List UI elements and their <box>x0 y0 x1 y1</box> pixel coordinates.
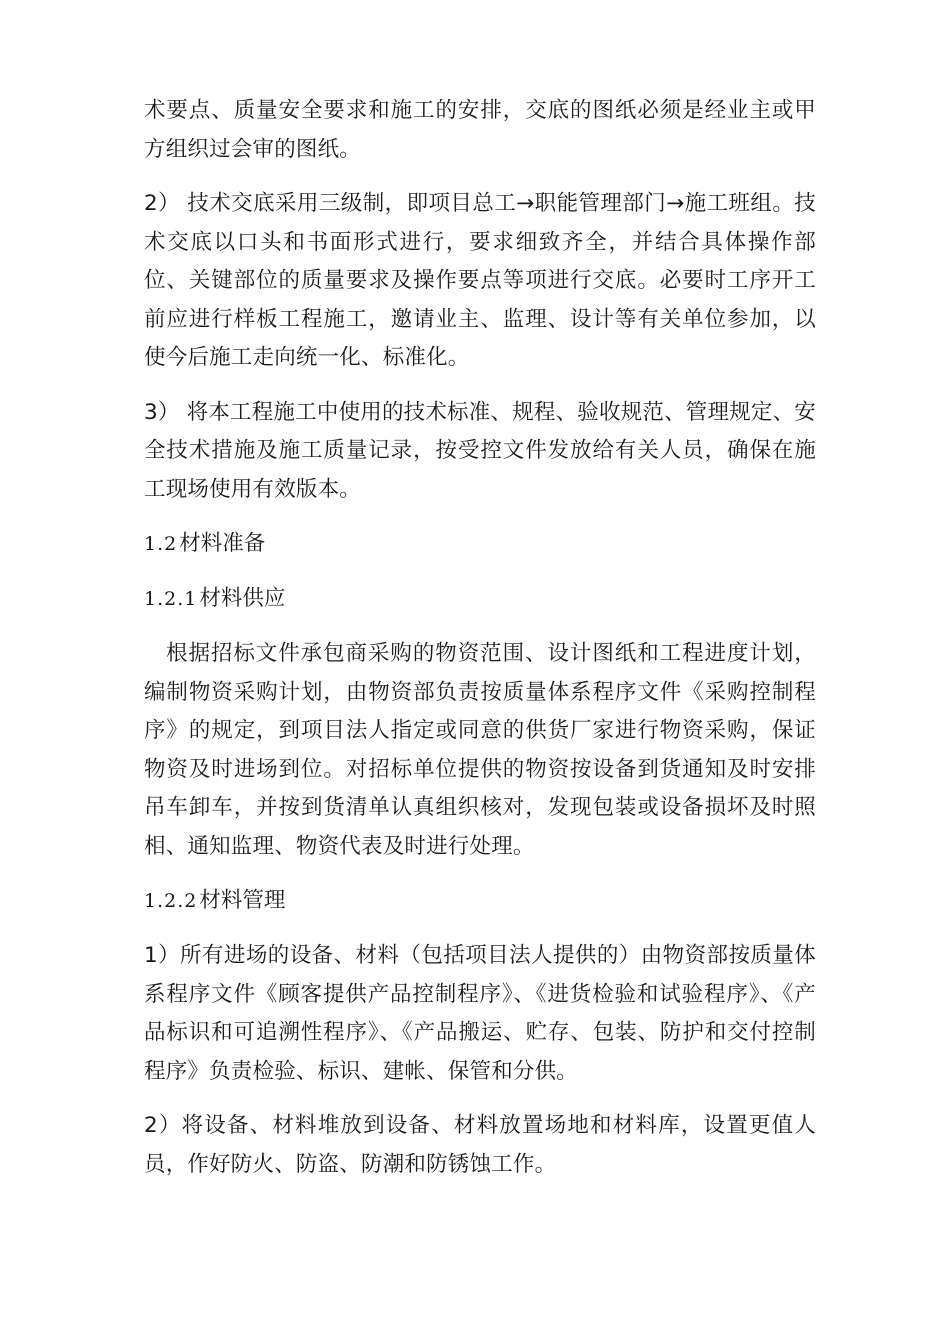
section-heading-material-preparation <box>144 525 816 563</box>
document-page <box>144 92 816 1200</box>
paragraph-technical-briefing-drawings: 术要点、质量安全要求和施工的安排，交底的图纸必须是经业主或甲方组织过会审的图纸。 <box>144 98 816 162</box>
subsection-heading-material-management <box>144 882 816 920</box>
subsection-title: 材料供应 <box>199 586 286 611</box>
paragraph-three-level-briefing: 2） 技术交底采用三级制，即项目总工→职能管理部门→施工班组。技术交底以口头和书面形式进行，要求细致齐全，并结合具体操作部位、关键部位的质量要求及操作要点等项进行交底。必要时工序开工前应进行样板工程施工，邀请业主、监理、设计等有关单位参加，以使今后施工走向统一化、标准化。 <box>144 191 816 370</box>
paragraph-storage-protection: 2）将设备、材料堆放到设备、材料放置场地和材料库，设置更值人员，作好防火、防盗、防潮和防锈蚀工作。 <box>144 1113 816 1177</box>
section-number: 1.2 <box>144 533 178 555</box>
paragraph-material-supply: 根据招标文件承包商采购的物资范围、设计图纸和工程进度计划，编制物资采购计划，由物资部负责按质量体系程序文件《采购控制程序》的规定，到项目法人指定或同意的供货厂家进行物资采购，保证物资及时进场到位。对招标单位提供的物资按设备到货通知及时安排吊车卸车，并按到货清单认真组织核对，发现包装或设备损坏及时照相、通知监理、物资代表及时进行处理。 <box>144 641 816 859</box>
subsection-heading-material-supply <box>144 580 816 618</box>
subsection-number: 1.2.2 <box>144 890 198 912</box>
subsection-number: 1.2.1 <box>144 588 198 610</box>
section-title: 材料准备 <box>179 531 266 556</box>
paragraph-controlled-documents: 3） 将本工程施工中使用的技术标准、规程、验收规范、管理规定、安全技术措施及施工质量记录，按受控文件发放给有关人员，确保在施工现场使用有效版本。 <box>144 399 816 502</box>
subsection-title: 材料管理 <box>199 888 286 913</box>
paragraph-inspection-procedures: 1）所有进场的设备、材料（包括项目法人提供的）由物资部按质量体系程序文件《顾客提供产品控制程序》、《进货检验和试验程序》、《产品标识和可追溯性程序》、《产品搬运、贮存、包装、防护和交付控制程序》负责检验、标识、建帐、保管和分供。 <box>144 943 816 1084</box>
